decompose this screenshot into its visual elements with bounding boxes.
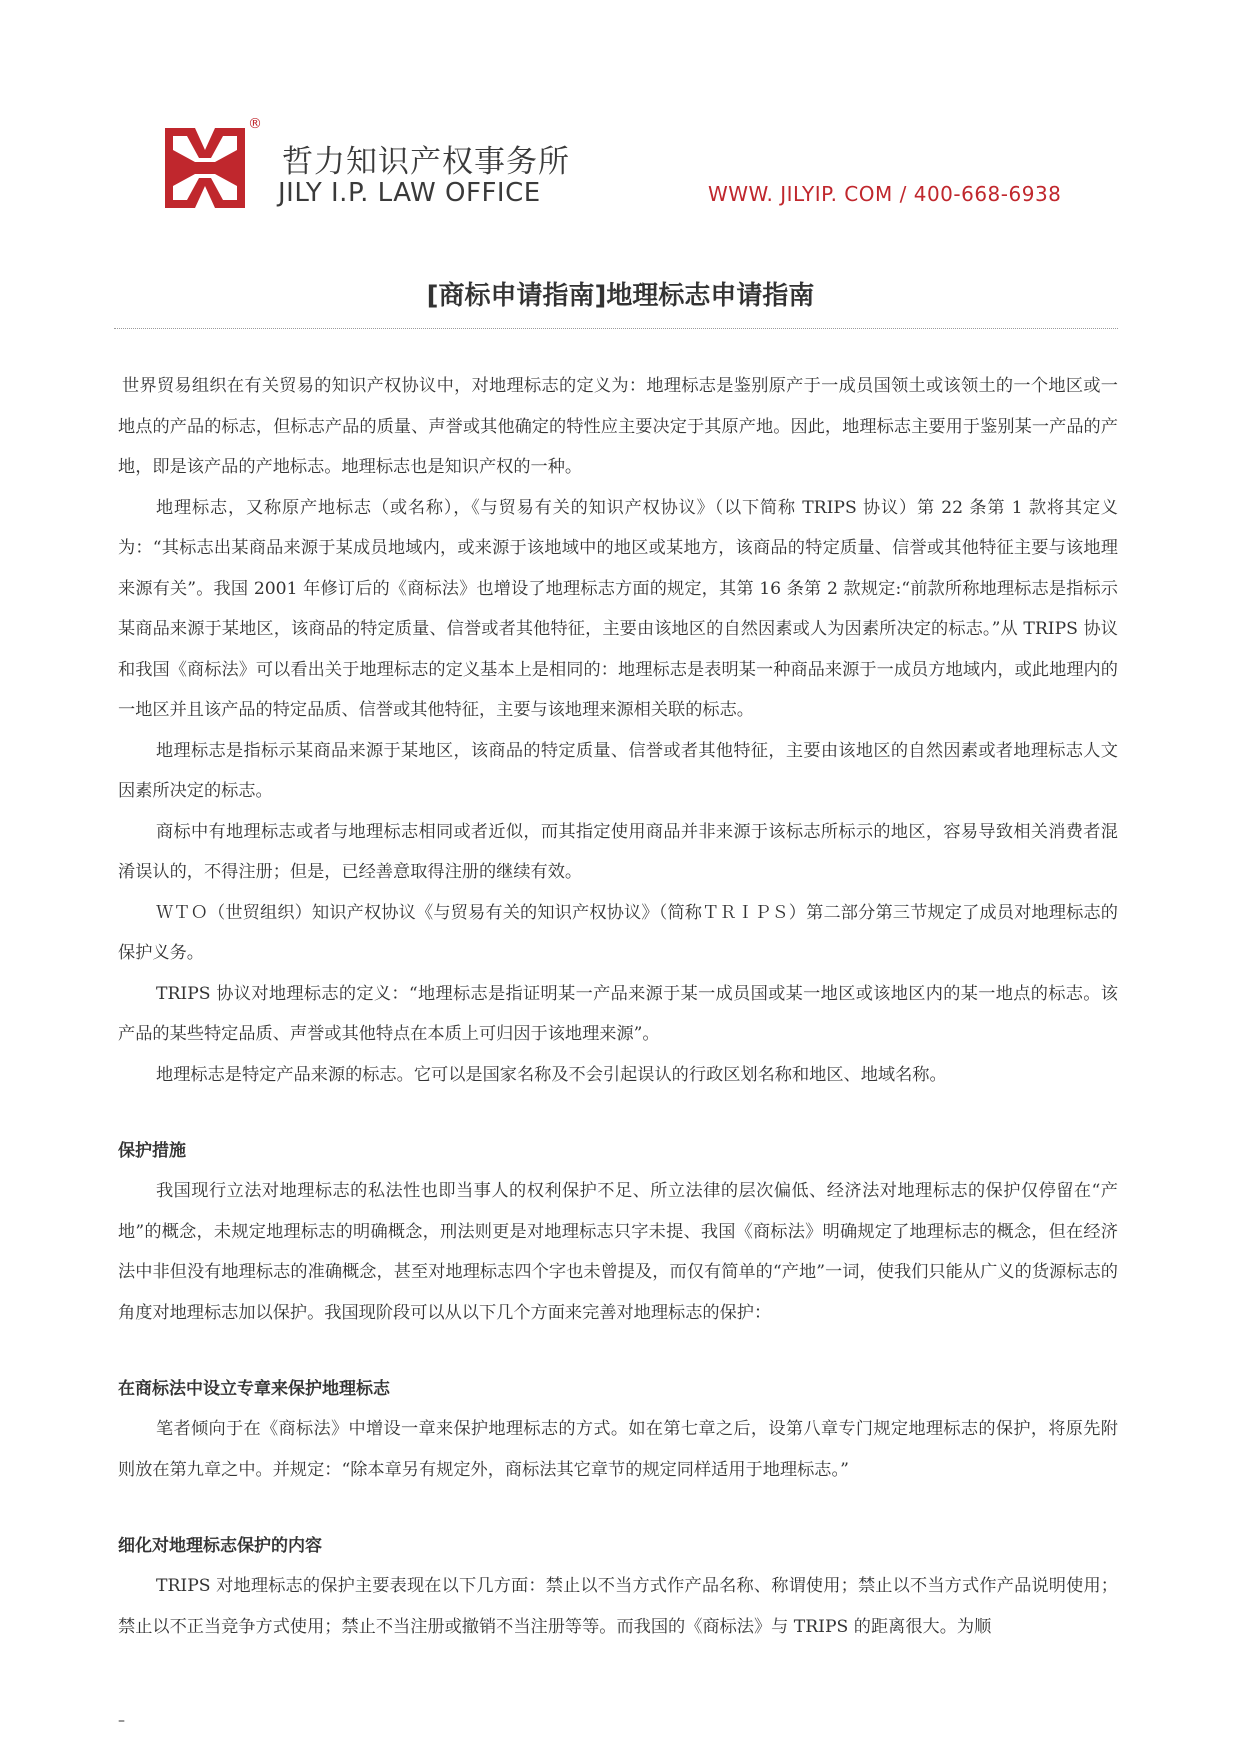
section-heading: 在商标法中设立专章来保护地理标志 (118, 1379, 390, 1399)
paragraph: 我国现行立法对地理标志的私法性也即当事人的权利保护不足、所立法律的层次偏低、经济法对地理标志的保护仅停留在“产地”的概念，未规定地理标志的明确概念，刑法则更是对地理标志只字未提、我国《商标法》明确规定了地理标志的概念，但在经济法中非但没有地理标志的准确概念，甚至对地理标志四个字也未曾提及，而仅有简单的“产地”一词，使我们只能从广义的货源标志的角度对地理标志加以保护。我国现阶段可以从以下几个方面来完善对地理标志的保护： (118, 1181, 1118, 1323)
paragraph: 笔者倾向于在《商标法》中增设一章来保护地理标志的方式。如在第七章之后，设第八章专门规定地理标志的保护，将原先附则放在第九章之中。并规定：“除本章另有规定外，商标法其它章节的规定同样适用于地理标志。” (118, 1419, 1118, 1480)
section-heading: 细化对地理标志保护的内容 (118, 1536, 322, 1556)
letterhead (0, 0, 1241, 230)
document-body (118, 366, 1118, 1647)
paragraph: TRIPS 对地理标志的保护主要表现在以下几方面：禁止以不当方式作产品名称、称谓使用；禁止以不当方式作产品说明使用；禁止以不正当竞争方式使用；禁止不当注册或撤销不当注册等等。而我国的《商标法》与 TRIPS 的距离很大。为顺 (118, 1576, 1118, 1637)
section-heading: 保护措施 (118, 1141, 186, 1161)
firm-name-cn: 哲力知识产权事务所 (282, 144, 570, 180)
firm-name-en: JILY I.P. LAW OFFICE (278, 178, 541, 208)
paragraph: 世界贸易组织在有关贸易的知识产权协议中，对地理标志的定义为：地理标志是鉴别原产于一成员国领土或该领土的一个地区或一地点的产品的标志，但标志产品的质量、声誉或其他确定的特性应主要决定于其原产地。因此，地理标志主要用于鉴别某一产品的产地，即是该产品的产地标志。地理标志也是知识产权的一种。 (118, 376, 1118, 477)
registered-mark: ® (248, 116, 262, 132)
page-marker: – (118, 1713, 125, 1729)
paragraph: 地理标志是特定产品来源的标志。它可以是国家名称及不会引起误认的行政区划名称和地区、地域名称。 (156, 1064, 947, 1085)
paragraph: ＷＴＯ（世贸组织）知识产权协议《与贸易有关的知识产权协议》（简称ＴＲＩＰＳ）第二部分第三节规定了成员对地理标志的保护义务。 (118, 902, 1118, 963)
paragraph: 地理标志，又称原产地标志（或名称），《与贸易有关的知识产权协议》（以下简称 TRIPS 协议）第 22 条第 1 款将其定义为：“其标志出某商品来源于某成员地域内，或来源于该地域中的地区或某地方，该商品的特定质量、信誉或其他特征主要与该地理来源有关”。我国 2001 年修订后的《商标法》也增设了地理标志方面的规定，其第 16 条第 2 款规定:“前款所称地理标志是指标示某商品来源于某地区，该商品的特定质量、信誉或者其他特征，主要由该地区的自然因素或人为因素所决定的标志。”从 TRIPS 协议和我国《商标法》可以看出关于地理标志的定义基本上是相同的：地理标志是表明某一种商品来源于一成员方地域内，或此地理内的一地区并且该产品的特定品质、信誉或其他特征，主要与该地理来源相关联的标志。 (118, 497, 1118, 720)
document-title: [商标申请指南]地理标志申请指南 (426, 281, 815, 312)
paragraph: 商标中有地理标志或者与地理标志相同或者近似，而其指定使用商品并非来源于该标志所标示的地区，容易导致相关消费者混淆误认的，不得注册；但是，已经善意取得注册的继续有效。 (118, 821, 1118, 882)
paragraph: TRIPS 协议对地理标志的定义：“地理标志是指证明某一产品来源于某一成员国或某一地区或该地区内的某一地点的标志。该产品的某些特定品质、声誉或其他特点在本质上可归因于该地理来源”。 (118, 983, 1118, 1044)
contact-info: WWW. JILYIP. COM / 400-668-6938 (708, 182, 1062, 206)
firm-logo-icon (165, 128, 245, 208)
paragraph: 地理标志是指标示某商品来源于某地区，该商品的特定质量、信誉或者其他特征，主要由该地区的自然因素或者地理标志人文因素所决定的标志。 (118, 740, 1118, 801)
title-divider (114, 328, 1118, 329)
